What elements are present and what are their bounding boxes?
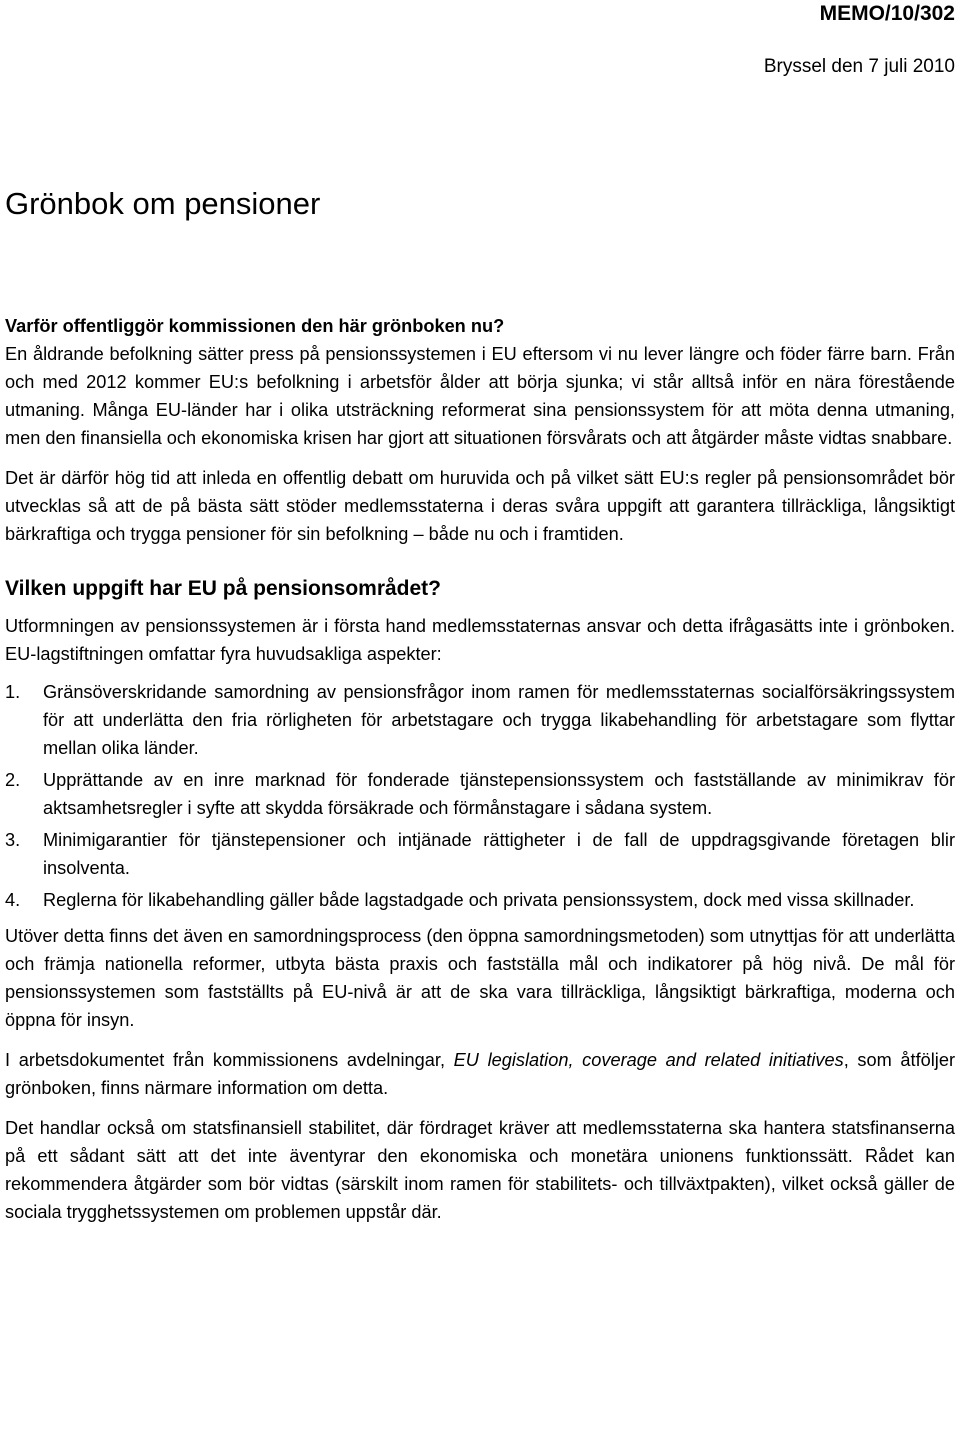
list-item-text: Gränsöverskridande samordning av pensionsfrågor inom ramen för medlemsstaternas socialförsäkringssystem för att underlätta den fria rörligheten för arbetstagare och trygga likabehandling för arbetstagare som flyttar mellan olika länder.: [43, 682, 955, 758]
list-item: [5, 678, 955, 762]
list-item-number: 2.: [5, 770, 21, 790]
list-item-text: Minimigarantier för tjänstepensioner och intjänade rättigheter i de fall de uppdragsgivande företagen blir insolventa.: [43, 830, 955, 878]
list-item-text: Upprättande av en inre marknad för fonderade tjänstepensionssystem och fastställande av minimikrav för aktsamhetsregler i syfte att skydda försäkrade och förmånstagare i sådana system.: [43, 770, 955, 818]
document-body: [5, 312, 955, 1226]
paragraph-public-debate: Det är därför hög tid att inleda en offentlig debatt om huruvida och på vilket sätt EU:s regler på pensionsområdet bör utvecklas så att de på bästa sätt stöder medlemsstaterna i deras svåra uppgift att garantera tillräckliga, långsiktigt bärkraftiga och trygga pensioner för sin befolkning – både nu och i framtiden.: [5, 468, 955, 544]
paragraph-ageing-population: En åldrande befolkning sätter press på pensionssystemen i EU eftersom vi nu lever längre och föder färre barn. Från och med 2012 kommer EU:s befolkning i arbetsför ålder att börja sjunka; vi står alltså inför en nära förestående utmaning. Många EU-länder har i olika utsträckning reformerat sina pensionssystem för att möta denna utmaning, men den finansiella och ekonomiska krisen har gjort att situationen försvårats och att åtgärder måste vidtas snabbare.: [5, 344, 955, 448]
list-item: [5, 886, 955, 914]
list-item-number: 4.: [5, 890, 21, 910]
paragraph-member-states-responsibility: Utformningen av pensionssystemen är i första hand medlemsstaternas ansvar och detta ifrågasätts inte i grönboken. EU-lagstiftningen omfattar fyra huvudsakliga aspekter:: [5, 616, 955, 664]
aspects-list: [5, 678, 955, 914]
working-document-text-after: , som åtföljer grönboken, finns närmare information om detta.: [5, 1050, 956, 1098]
document-date: Bryssel den 7 juli 2010: [763, 56, 955, 77]
list-item-number: 1.: [5, 682, 21, 702]
working-document-title: EU legislation, coverage and related initiatives: [453, 1050, 844, 1070]
paragraph-open-method-coordination: Utöver detta finns det även en samordningsprocess (den öppna samordningsmetoden) som utnyttjas för att underlätta och främja nationella reformer, utbyta bästa praxis och fastställa mål och indikatorer på hög nivå. De mål för pensionssystemen som fastställts på EU-nivå är att de ska vara tillräckliga, långsiktigt bärkraftiga, moderna och öppna för insyn.: [5, 926, 955, 1030]
list-item-number: 3.: [5, 830, 21, 850]
section-heading-why: Varför offentliggör kommissionen den här grönboken nu?: [5, 316, 505, 336]
memo-id: MEMO/10/302: [819, 2, 955, 25]
document-title: Grönbok om pensioner: [5, 186, 321, 221]
list-item-text: Reglerna för likabehandling gäller både lagstadgade och privata pensionssystem, dock med vissa skillnader.: [43, 890, 915, 910]
paragraph-fiscal-stability: Det handlar också om statsfinansiell stabilitet, där fördraget kräver att medlemsstaterna ska hantera statsfinanserna på ett sådant sätt att det inte äventyrar den ekonomiska och monetära unionens funktionssätt. Rådet kan rekommendera åtgärder som bör vidtas (särskilt inom ramen för stabilitets- och tillväxtpakten), vilket också gäller de sociala trygghetssystemen om problemen uppstår där.: [5, 1118, 955, 1222]
list-item: [5, 766, 955, 822]
section-heading-eu-role: Vilken uppgift har EU på pensionsområdet?: [5, 577, 442, 600]
working-document-text-before: I arbetsdokumentet från kommissionens avdelningar,: [5, 1050, 454, 1070]
list-item: [5, 826, 955, 882]
paragraph-working-document: [5, 1046, 955, 1102]
